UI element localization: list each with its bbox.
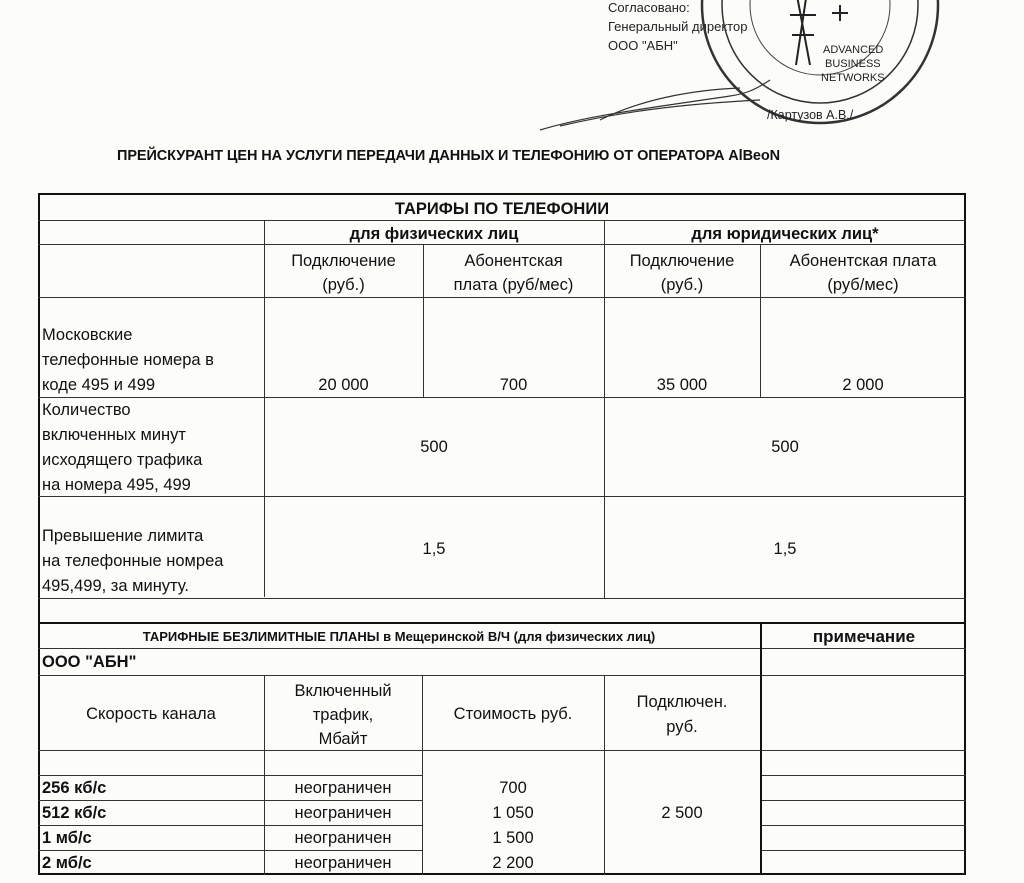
cell-fee-legal: 2 000 [842,376,884,394]
speed-row-3: 1 мб/с [42,829,92,847]
col-fee-legal-line1: Абонентская плата [789,252,937,270]
col-fee-ind-line2: плата (руб/мес) [453,276,574,294]
col-connect-line1: Подключен. [636,693,728,711]
note-header: примечание [812,627,916,646]
row-minutes-label-2: включенных минут [42,426,186,444]
row-minutes-label-1: Количество [42,401,131,419]
signer-name: /Картузов А.В./ [767,108,854,122]
col-fee-legal-line2: (руб/мес) [827,276,899,294]
col-traffic-line2: трафик, [312,706,374,724]
connect-value: 2 500 [661,804,703,822]
legal-header: для юридических лиц* [691,225,879,243]
approval-position: Генеральный директор [608,19,748,34]
col-connect-legal-line1: Подключение [629,252,735,270]
col-price: Стоимость руб. [453,705,573,723]
row-overlimit-label-1: Превышение лимита [42,527,204,545]
unlimited-heading: ТАРИФНЫЕ БЕЗЛИМИТНЫЕ ПЛАНЫ в Мещеринской В/Ч (для физических лиц) [142,629,656,644]
row-moscow-numbers-label-3: коде 495 и 499 [42,376,156,394]
traffic-row-3: неограничен [294,829,392,847]
col-speed: Скорость канала [86,705,216,723]
seal-logo-line2: BUSINESS [825,58,881,70]
approval-company: ООО "АБН" [608,38,678,53]
price-row-1: 700 [499,779,527,797]
page-title: ПРЕЙСКУРАНТ ЦЕН НА УСЛУГИ ПЕРЕДАЧИ ДАННЫХ И ТЕЛЕФОНИЮ ОТ ОПЕРАТОРА AlBeoN [117,148,781,164]
row-moscow-numbers-label-1: Московские [42,326,133,344]
traffic-row-2: неограничен [294,804,392,822]
price-row-2: 1 050 [492,804,534,822]
row-minutes-label-4: на номера 495, 499 [42,476,191,494]
col-connect-line2: руб. [666,718,698,736]
row-moscow-numbers-label-2: телефонные номера в [42,351,214,369]
col-connect-legal-line2: (руб.) [660,276,704,294]
cell-connect-legal: 35 000 [656,376,708,394]
company-label: ООО "АБН" [42,653,137,671]
individuals-header: для физических лиц [349,225,519,243]
row-overlimit-label-2: на телефонные номреа [42,552,224,570]
col-traffic-line3: Мбайт [318,730,368,748]
traffic-row-4: неограничен [294,854,392,872]
row-minutes-label-3: исходящего трафика [42,451,203,469]
cell-overlimit-ind: 1,5 [422,540,446,558]
row-overlimit-label-3: 495,499, за минуту. [42,577,189,595]
speed-row-1: 256 кб/с [42,779,107,797]
col-traffic-line1: Включенный [294,682,392,700]
price-row-3: 1 500 [492,829,534,847]
seal-logo-line1: ADVANCED [823,44,884,56]
col-connect-ind-line1: Подключение [291,252,396,270]
approval-label: Согласовано: [608,0,690,15]
speed-row-4: 2 мб/с [42,854,92,872]
col-fee-ind-line1: Абонентская [464,252,563,270]
traffic-row-1: неограничен [294,779,392,797]
cell-overlimit-legal: 1,5 [773,540,797,558]
cell-fee-ind: 700 [499,376,528,394]
cell-connect-ind: 20 000 [318,376,369,394]
col-connect-ind-line2: (руб.) [322,276,365,294]
phone-heading: ТАРИФЫ ПО ТЕЛЕФОНИИ [394,200,610,218]
seal-logo-line3: NETWORKS [821,72,885,84]
signature [530,60,790,140]
price-row-4: 2 200 [492,854,534,872]
cell-minutes-ind: 500 [420,438,448,456]
speed-row-2: 512 кб/с [42,804,107,822]
cell-minutes-legal: 500 [771,438,799,456]
